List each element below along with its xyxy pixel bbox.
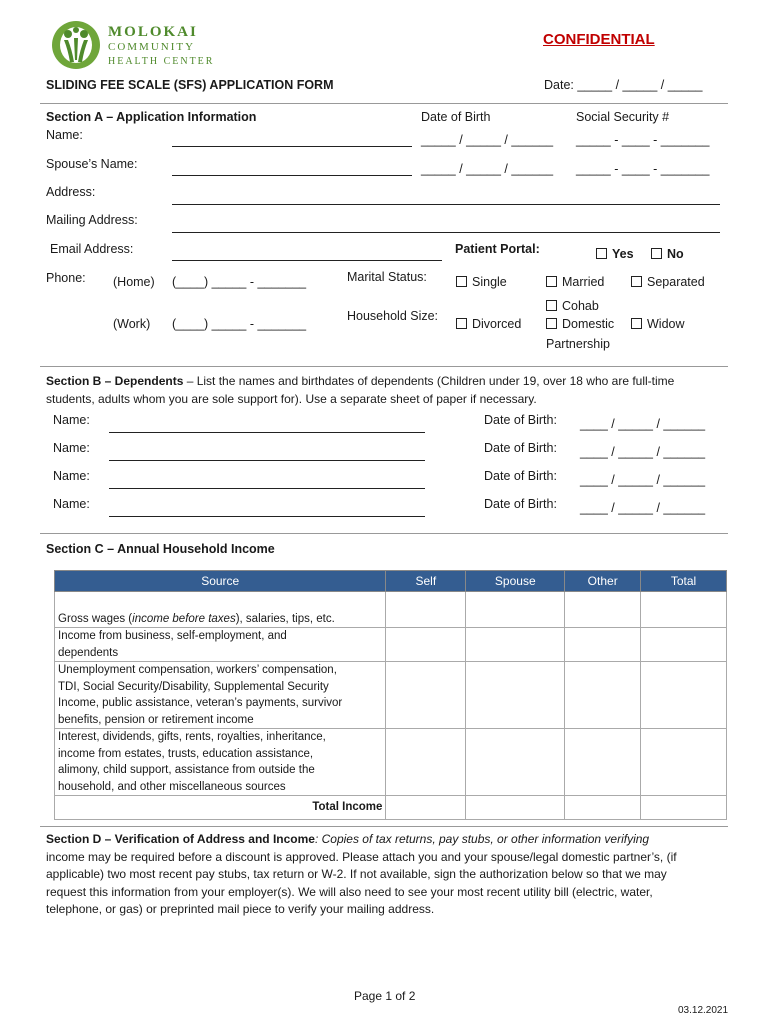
portal-yes-label: Yes	[612, 247, 634, 261]
income-cell[interactable]	[386, 729, 466, 796]
section-d-body	[46, 831, 726, 919]
checkbox-icon[interactable]	[546, 276, 557, 287]
income-cell[interactable]	[466, 628, 565, 662]
wages-emphasis: income before taxes	[132, 612, 236, 625]
dependent-name-label: Name:	[53, 413, 90, 427]
dependent-dob-field[interactable]: ____ / _____ / ______	[580, 445, 706, 459]
divider	[40, 826, 728, 827]
dependent-dob-label: Date of Birth:	[484, 469, 557, 483]
checkbox-icon[interactable]	[546, 318, 557, 329]
section-d-title: Section D – Verification of Address and Income	[46, 832, 315, 846]
home-phone-label: (Home)	[113, 275, 155, 289]
row-line: Unemployment compensation, workers’ compensation,	[58, 664, 337, 676]
income-cell[interactable]	[565, 796, 641, 820]
wages-text: Gross wages (	[58, 612, 133, 625]
dependent-dob-field[interactable]: ____ / _____ / ______	[580, 501, 706, 515]
option-married[interactable]	[546, 275, 604, 289]
income-cell[interactable]	[565, 592, 641, 628]
dob-header: Date of Birth	[421, 110, 491, 124]
divorced-label: Divorced	[472, 317, 522, 331]
income-source-business	[55, 628, 386, 662]
section-d-line: request this information from your employer(s). We will also need to see your most recent utility bill (electric, water,	[46, 884, 653, 899]
income-source-wages	[55, 592, 386, 628]
income-cell[interactable]	[386, 796, 466, 820]
col-self: Self	[386, 571, 466, 592]
dependent-dob-label: Date of Birth:	[484, 497, 557, 511]
work-phone-label: (Work)	[113, 317, 151, 331]
applicant-ssn-field[interactable]: _____ - ____ - _______	[576, 133, 710, 147]
phone-label: Phone:	[46, 271, 86, 285]
dependent-dob-label: Date of Birth:	[484, 413, 557, 427]
single-label: Single	[472, 275, 507, 289]
income-source-benefits	[55, 662, 386, 729]
form-version: 03.12.2021	[678, 1005, 729, 1016]
household-size-label: Household Size:	[347, 309, 439, 323]
col-total: Total	[641, 571, 727, 592]
divider	[40, 366, 728, 367]
col-source: Source	[55, 571, 386, 592]
income-cell[interactable]	[641, 796, 727, 820]
income-cell[interactable]	[641, 628, 727, 662]
dependent-name-label: Name:	[53, 441, 90, 455]
row-line: benefits, pension or retirement income	[58, 713, 254, 726]
section-c-title: Section C – Annual Household Income	[46, 542, 275, 556]
income-cell[interactable]	[466, 796, 565, 820]
name-label: Name:	[46, 128, 83, 142]
dependent-name-input[interactable]	[109, 488, 425, 489]
income-cell[interactable]	[641, 662, 727, 729]
income-source-other	[55, 729, 386, 796]
cohab-label: Cohab	[562, 299, 599, 313]
marital-status-label: Marital Status:	[347, 270, 427, 284]
option-separated[interactable]	[631, 275, 705, 289]
table-row	[55, 729, 727, 796]
income-cell[interactable]	[466, 592, 565, 628]
dependent-dob-field[interactable]: ____ / _____ / ______	[580, 473, 706, 487]
married-label: Married	[562, 275, 605, 289]
wages-text-end: ), salaries, tips, etc.	[235, 612, 335, 625]
applicant-dob-field[interactable]: _____ / _____ / ______	[421, 133, 554, 147]
dependent-dob-field[interactable]: ____ / _____ / ______	[580, 417, 706, 431]
section-a-title: Section A – Application Information	[46, 110, 257, 124]
row-line: alimony, child support, assistance from outside the	[58, 764, 315, 776]
divider	[40, 103, 728, 104]
income-cell[interactable]	[386, 662, 466, 729]
portal-no-label: No	[667, 247, 684, 261]
income-cell[interactable]	[565, 729, 641, 796]
income-cell[interactable]	[466, 729, 565, 796]
section-d-line: telephone, or gas) or preprinted mail piece to verify your mailing address.	[46, 902, 435, 916]
separated-label: Separated	[647, 275, 705, 289]
income-cell[interactable]	[386, 628, 466, 662]
row-line: Interest, dividends, gifts, rents, royalties, inheritance,	[58, 731, 326, 743]
row-line: dependents	[58, 646, 119, 659]
checkbox-icon[interactable]	[546, 300, 557, 311]
checkbox-icon[interactable]	[631, 276, 642, 287]
section-b-title: Section B – Dependents	[46, 374, 184, 388]
table-row	[55, 592, 727, 628]
income-cell[interactable]	[641, 592, 727, 628]
dependent-name-label: Name:	[53, 497, 90, 511]
row-line: household, and other miscellaneous sources	[58, 780, 286, 793]
logo-leaf-icon	[50, 20, 102, 70]
section-d-line: income may be required before a discount is approved. Please attach you and your spouse/legal domestic partner’s, (if	[46, 849, 677, 864]
address-input[interactable]	[172, 204, 720, 205]
option-widow[interactable]	[631, 317, 685, 331]
section-b-desc: – List the names and birthdates of dependents (Children under 19, over 18 who are full-time	[183, 374, 675, 388]
dependent-name-input[interactable]	[109, 516, 425, 517]
row-line: TDI, Social Security/Disability, Supplemental Security	[58, 680, 329, 693]
spouse-dob-field[interactable]: _____ / _____ / ______	[421, 162, 554, 176]
col-spouse: Spouse	[466, 571, 565, 592]
option-divorced[interactable]	[456, 317, 521, 331]
logo	[50, 20, 102, 70]
page-number: Page 1 of 2	[354, 989, 416, 1003]
ssn-header: Social Security #	[576, 110, 670, 124]
income-cell[interactable]	[641, 729, 727, 796]
option-domestic[interactable]	[546, 317, 614, 331]
col-other: Other	[565, 571, 641, 592]
total-income-label: Total Income	[55, 796, 386, 820]
home-phone-field[interactable]: (____) _____ - _______	[172, 275, 307, 289]
table-row	[55, 796, 727, 820]
income-cell[interactable]	[565, 628, 641, 662]
patient-portal-label: Patient Portal:	[455, 242, 540, 256]
confidential-label: CONFIDENTIAL	[543, 31, 655, 48]
date-field[interactable]: Date: _____ / _____ / _____	[544, 78, 703, 92]
org-name-line2: COMMUNITY	[108, 41, 196, 53]
org-name-line3: HEALTH CENTER	[108, 56, 215, 67]
option-single[interactable]	[456, 275, 507, 289]
spouse-name-label: Spouse’s Name:	[46, 157, 138, 171]
option-cohab[interactable]	[546, 299, 599, 313]
section-d-line: applicable) two most recent pay stubs, tax return or W-2. If not available, sign the authorization below so that we may	[46, 867, 667, 881]
dependent-name-input[interactable]	[109, 432, 425, 433]
checkbox-icon[interactable]	[631, 318, 642, 329]
email-label: Email Address:	[50, 242, 134, 256]
name-input[interactable]	[172, 146, 412, 147]
dependent-name-label: Name:	[53, 469, 90, 483]
income-cell[interactable]	[565, 662, 641, 729]
portal-yes-option[interactable]	[596, 247, 634, 261]
form-title: SLIDING FEE SCALE (SFS) APPLICATION FORM	[46, 78, 334, 92]
row-line: income from estates, trusts, education assistance,	[58, 747, 314, 760]
section-b-desc2: students, adults whom you are sole support for). Use a separate sheet of paper if necessary.	[46, 392, 537, 406]
income-cell[interactable]	[386, 592, 466, 628]
partnership-label: Partnership	[546, 337, 610, 351]
address-label: Address:	[46, 185, 96, 199]
income-table-header	[55, 571, 727, 592]
section-b-intro	[46, 374, 674, 388]
mailing-address-label: Mailing Address:	[46, 213, 138, 227]
checkbox-icon[interactable]	[456, 318, 467, 329]
checkbox-icon[interactable]	[651, 248, 662, 259]
work-phone-field[interactable]: (____) _____ - _______	[172, 317, 307, 331]
income-cell[interactable]	[466, 662, 565, 729]
row-line: Income from business, self-employment, and	[58, 630, 287, 642]
section-d-lead: : Copies of tax returns, pay stubs, or other information verifying	[314, 832, 650, 846]
mailing-address-input[interactable]	[172, 232, 720, 233]
email-input[interactable]	[172, 260, 442, 261]
row-line: Income, public assistance, veteran’s payments, survivor	[58, 697, 343, 709]
dependent-dob-label: Date of Birth:	[484, 441, 557, 455]
portal-no-option[interactable]	[651, 247, 684, 261]
checkbox-icon[interactable]	[596, 248, 607, 259]
domestic-label: Domestic	[562, 317, 615, 331]
org-name-line1: MOLOKAI	[108, 24, 198, 40]
spouse-ssn-field[interactable]: _____ - ____ - _______	[576, 162, 710, 176]
dependent-name-input[interactable]	[109, 460, 425, 461]
table-row	[55, 628, 727, 662]
divider	[40, 533, 728, 534]
spouse-name-input[interactable]	[172, 175, 412, 176]
income-table	[54, 570, 727, 820]
widow-label: Widow	[647, 317, 685, 331]
checkbox-icon[interactable]	[456, 276, 467, 287]
table-row	[55, 662, 727, 729]
